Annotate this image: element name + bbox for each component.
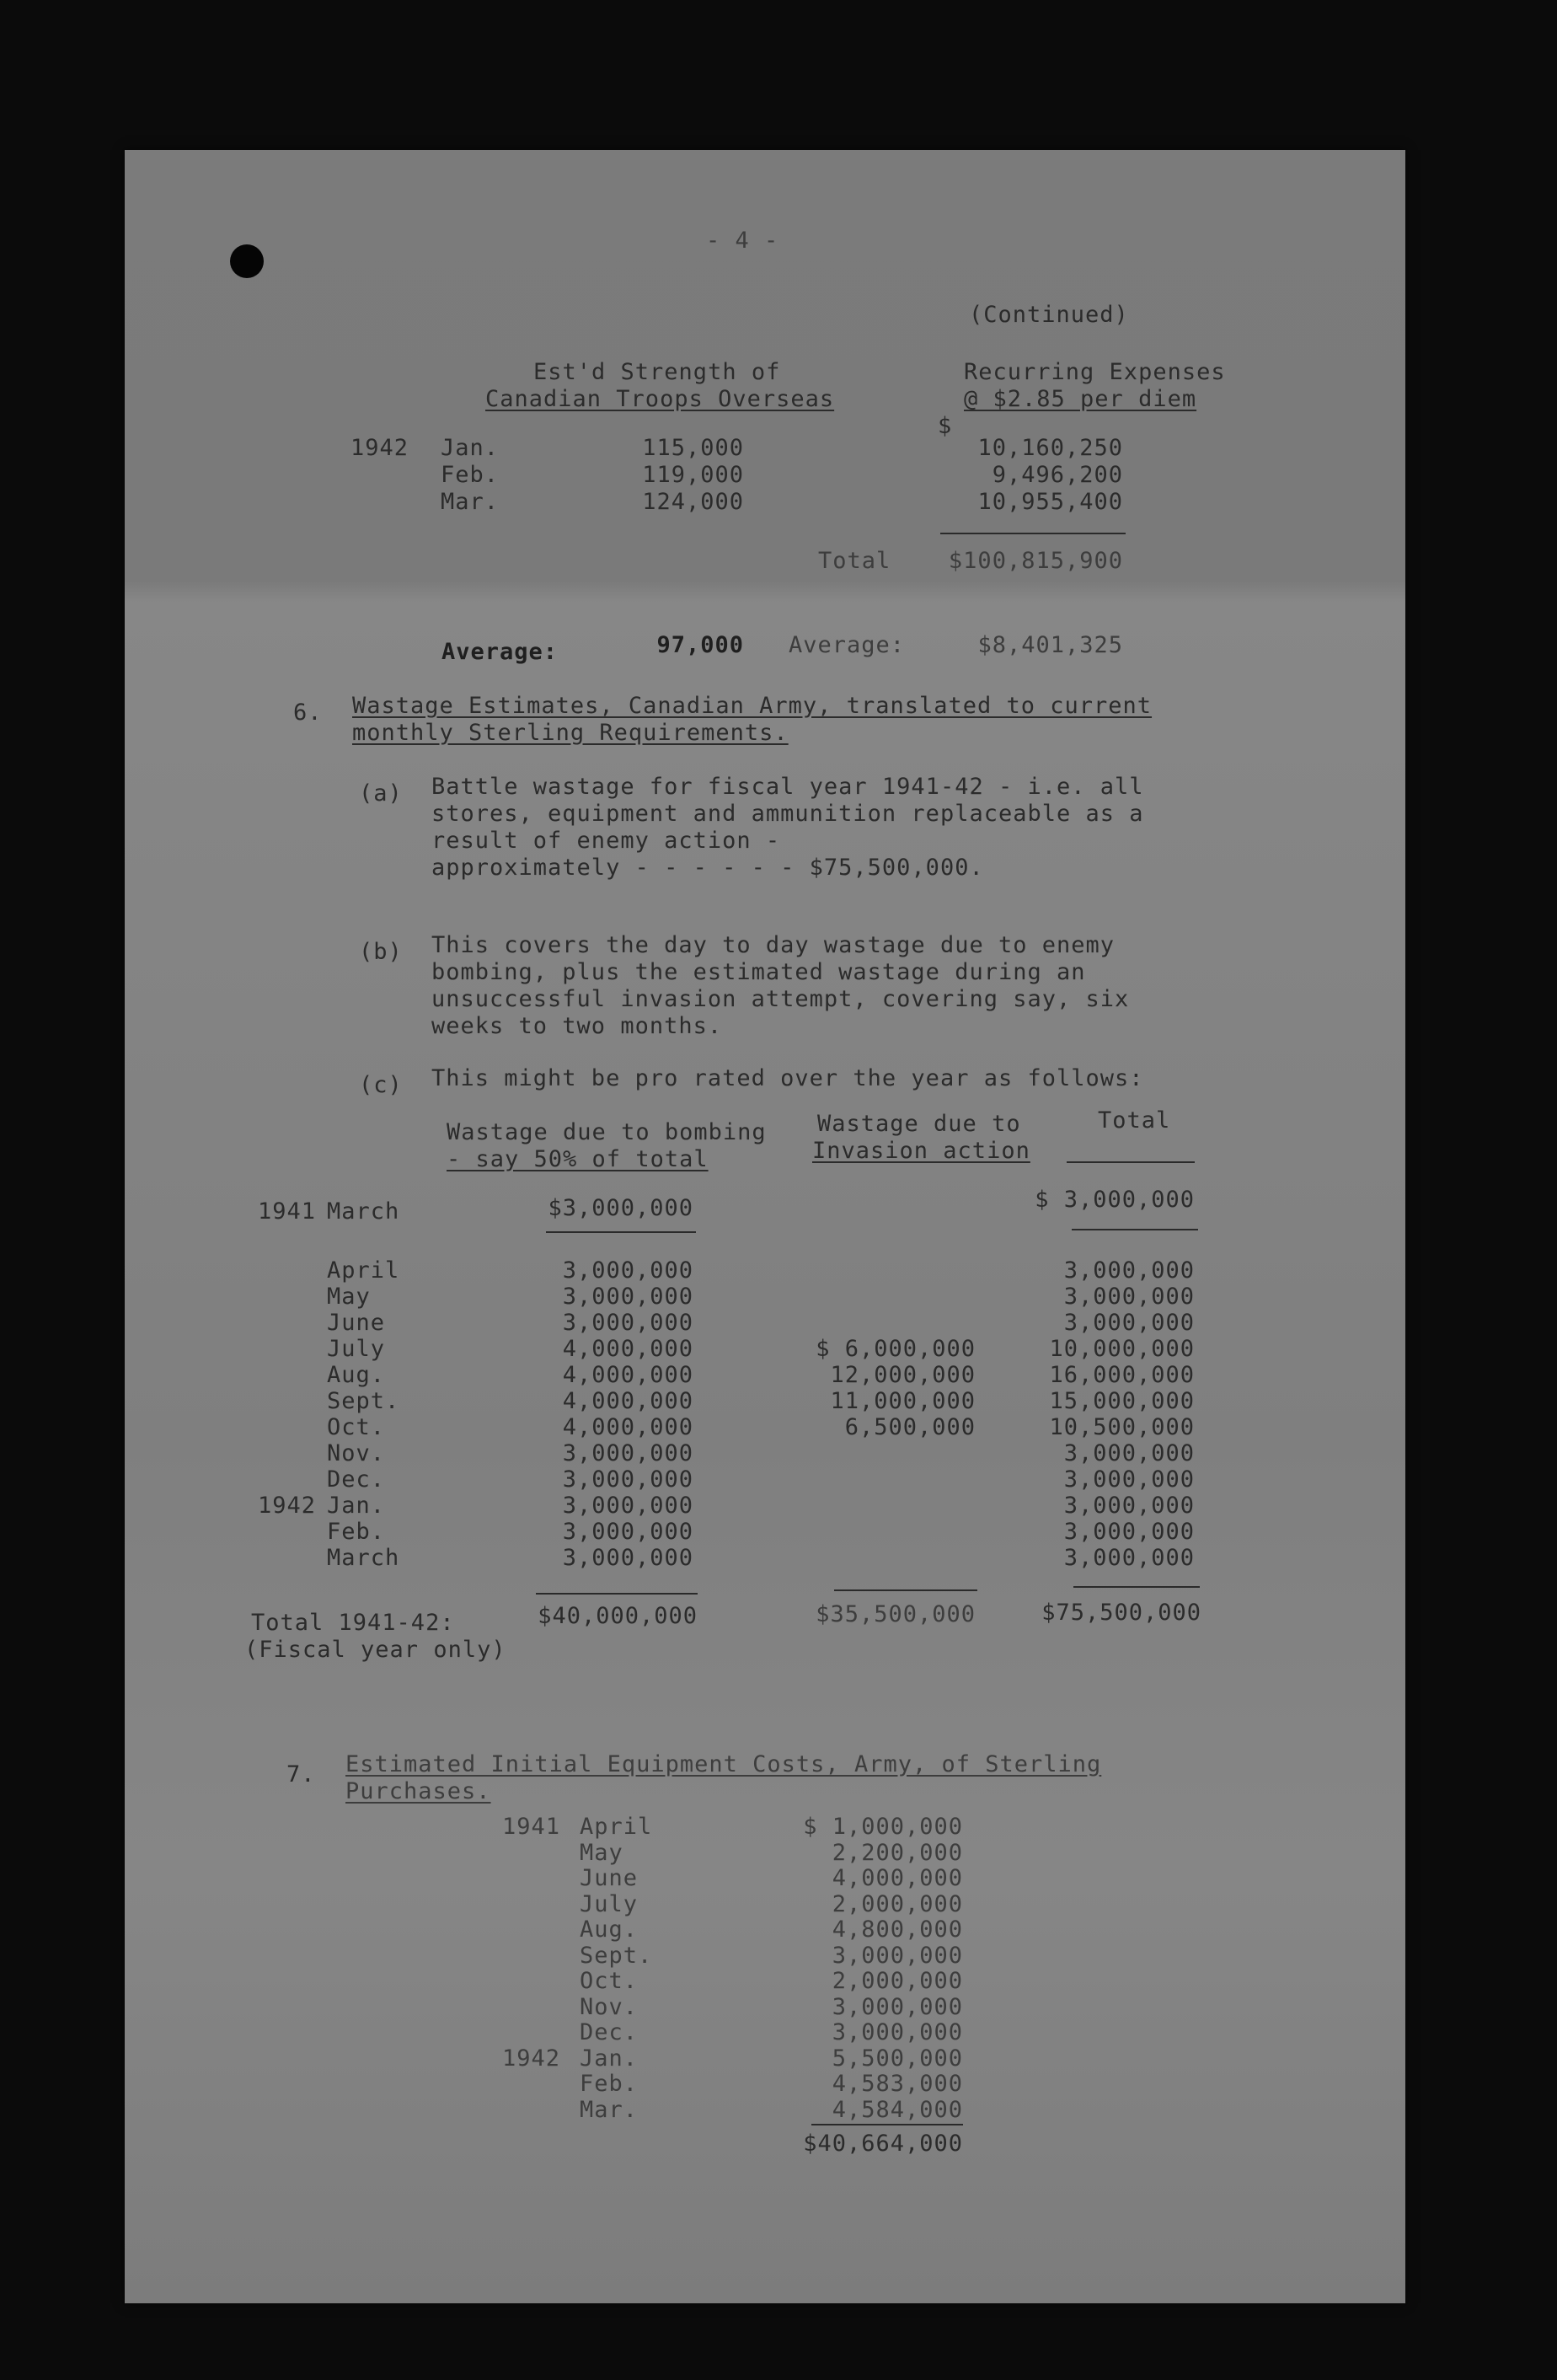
wastage-month: Oct. <box>327 1414 386 1440</box>
wastage-month: May <box>327 1284 371 1310</box>
wastage-bombing: 4,000,000 <box>562 1388 693 1414</box>
equipment-month: Nov. <box>580 1993 639 2020</box>
continued-label: (Continued) <box>969 302 1129 328</box>
total-rule <box>940 533 1126 534</box>
wastage-bombing: 3,000,000 <box>562 1545 693 1571</box>
dollar-sign: $ <box>938 413 953 439</box>
wastage-year: 1942 <box>258 1493 317 1519</box>
strength-value: 124,000 <box>642 489 744 515</box>
paragraph-b-line2: bombing, plus the estimated wastage during an <box>431 959 1086 985</box>
wastage-month: Feb. <box>327 1519 386 1545</box>
paragraph-b-line1: This covers the day to day wastage due to enemy <box>431 932 1116 958</box>
section7-number: 7. <box>286 1761 316 1788</box>
wastage-total-label-line1: Total 1941-42: <box>251 1610 455 1636</box>
wastage-total-bombing: $40,000,000 <box>538 1603 698 1629</box>
invasion-header-line1: Wastage due to <box>817 1111 1021 1137</box>
expense-value: 10,160,250 <box>977 435 1123 461</box>
equipment-value: 2,000,000 <box>832 1968 963 1994</box>
equipment-total: $40,664,000 <box>803 2131 963 2157</box>
strength-month: Jan. <box>441 435 500 461</box>
paragraph-b-line4: weeks to two months. <box>431 1013 723 1039</box>
strength-month: Mar. <box>441 489 500 515</box>
punch-hole <box>230 244 264 278</box>
wastage-bombing: 3,000,000 <box>562 1519 693 1545</box>
wastage-total: 3,000,000 <box>1063 1440 1195 1466</box>
wastage-invasion: 6,500,000 <box>844 1414 976 1440</box>
wastage-total: 15,000,000 <box>1049 1388 1195 1414</box>
wastage-march-bombing: $3,000,000 <box>548 1195 693 1221</box>
strength-value: 115,000 <box>642 435 744 461</box>
equipment-year: 1942 <box>502 2045 561 2072</box>
wastage-bombing: 3,000,000 <box>562 1440 693 1466</box>
section6-number: 6. <box>293 700 323 726</box>
wastage-total-total: $75,500,000 <box>1041 1600 1201 1626</box>
paragraph-a-label: (a) <box>359 780 403 807</box>
equipment-month: Sept. <box>580 1942 653 1969</box>
wastage-march-month: March <box>327 1198 400 1225</box>
equipment-month: Mar. <box>580 2096 639 2123</box>
invasion-header-line2: Invasion action <box>812 1138 1030 1164</box>
bombing-header-line2: - say 50% of total <box>447 1146 709 1172</box>
average-label-2: Average: <box>789 632 906 658</box>
wastage-total-invasion: $35,500,000 <box>816 1601 976 1627</box>
wastage-bombing: 3,000,000 <box>562 1284 693 1310</box>
equipment-month: June <box>580 1865 639 1891</box>
equipment-value: 3,000,000 <box>832 2019 963 2045</box>
wastage-invasion: 11,000,000 <box>830 1388 976 1414</box>
equipment-value: $ 1,000,000 <box>803 1814 963 1840</box>
section6-title-line2: monthly Sterling Requirements. <box>352 720 789 746</box>
equipment-total-rule <box>811 2124 963 2125</box>
wastage-bombing: 3,000,000 <box>562 1310 693 1336</box>
bombing-rule <box>546 1231 696 1233</box>
equipment-value: 4,583,000 <box>832 2071 963 2097</box>
wastage-total: 3,000,000 <box>1063 1493 1195 1519</box>
wastage-total: 3,000,000 <box>1063 1466 1195 1493</box>
wastage-total: 3,000,000 <box>1063 1257 1195 1284</box>
equipment-value: 5,500,000 <box>832 2045 963 2072</box>
equipment-value: 3,000,000 <box>832 1993 963 2020</box>
paragraph-a-line2: stores, equipment and ammunition replaceable as a <box>431 801 1144 827</box>
wastage-bombing: 3,000,000 <box>562 1257 693 1284</box>
wastage-bombing: 4,000,000 <box>562 1362 693 1388</box>
strength-value: 119,000 <box>642 462 744 488</box>
wastage-month: April <box>327 1257 400 1284</box>
paragraph-a-line1: Battle wastage for fiscal year 1941-42 - i.e. all <box>431 774 1144 800</box>
paragraph-c-text: This might be pro rated over the year as follows: <box>431 1065 1144 1091</box>
wastage-total: 3,000,000 <box>1063 1545 1195 1571</box>
section7-title-line2: Purchases. <box>345 1778 491 1804</box>
wastage-bombing: 4,000,000 <box>562 1414 693 1440</box>
wastage-bombing: 4,000,000 <box>562 1336 693 1362</box>
section6-title-line1: Wastage Estimates, Canadian Army, translated to current <box>352 693 1153 719</box>
strength-header-line1: Est'd Strength of <box>533 359 781 385</box>
wastage-total: 10,500,000 <box>1049 1414 1195 1440</box>
wastage-march-year: 1941 <box>258 1198 317 1225</box>
expense-value: 10,955,400 <box>977 489 1123 515</box>
expense-value: 9,496,200 <box>992 462 1123 488</box>
equipment-month: Aug. <box>580 1916 639 1943</box>
equipment-value: 2,200,000 <box>832 1839 963 1866</box>
equipment-month: Oct. <box>580 1968 639 1994</box>
wastage-total: 10,000,000 <box>1049 1336 1195 1362</box>
invasion-total-rule <box>834 1589 977 1591</box>
equipment-value: 4,000,000 <box>832 1865 963 1891</box>
strength-header-line2: Canadian Troops Overseas <box>485 386 835 412</box>
wastage-total: 3,000,000 <box>1063 1310 1195 1336</box>
total-header: Total <box>1098 1107 1171 1134</box>
wastage-total: 3,000,000 <box>1063 1284 1195 1310</box>
bombing-total-rule <box>536 1593 698 1595</box>
wastage-month: Sept. <box>327 1388 400 1414</box>
equipment-value: 4,800,000 <box>832 1916 963 1943</box>
wastage-month: March <box>327 1545 400 1571</box>
paragraph-a-line3: result of enemy action - <box>431 828 781 854</box>
average-strength: 97,000 <box>656 632 744 658</box>
equipment-month: Jan. <box>580 2045 639 2072</box>
equipment-value: 4,584,000 <box>832 2096 963 2123</box>
wastage-month: Nov. <box>327 1440 386 1466</box>
expense-header-line2: @ $2.85 per diem <box>964 386 1197 412</box>
wastage-month: Dec. <box>327 1466 386 1493</box>
equipment-month: Feb. <box>580 2071 639 2097</box>
equipment-month: April <box>580 1814 653 1840</box>
average-label: Average: <box>441 639 559 665</box>
total-value: $100,815,900 <box>948 548 1123 574</box>
document-page <box>125 150 1405 2303</box>
equipment-month: July <box>580 1890 639 1917</box>
wastage-month: July <box>327 1336 386 1362</box>
equipment-value: 3,000,000 <box>832 1942 963 1969</box>
equipment-month: May <box>580 1839 623 1866</box>
equipment-value: 2,000,000 <box>832 1890 963 1917</box>
wastage-invasion: 12,000,000 <box>830 1362 976 1388</box>
wastage-bombing: 3,000,000 <box>562 1466 693 1493</box>
paragraph-b-label: (b) <box>359 939 403 965</box>
wastage-bombing: 3,000,000 <box>562 1493 693 1519</box>
wastage-march-total: $ 3,000,000 <box>1035 1187 1195 1213</box>
bombing-header-line1: Wastage due to bombing <box>447 1119 767 1145</box>
total-header-rule <box>1067 1161 1195 1163</box>
paragraph-c-label: (c) <box>359 1072 403 1098</box>
strength-year: 1942 <box>350 435 409 461</box>
average-expense: $8,401,325 <box>977 632 1123 658</box>
page-number: - 4 - <box>706 228 779 254</box>
wastage-invasion: $ 6,000,000 <box>816 1336 976 1362</box>
wastage-total: 16,000,000 <box>1049 1362 1195 1388</box>
paragraph-a-line4: approximately - - - - - - $75,500,000. <box>431 855 984 881</box>
section7-title-line1: Estimated Initial Equipment Costs, Army, of Sterling <box>345 1751 1102 1777</box>
wastage-month: Aug. <box>327 1362 386 1388</box>
total-label: Total <box>818 548 891 574</box>
paragraph-b-line3: unsuccessful invasion attempt, covering say, six <box>431 986 1130 1012</box>
equipment-year: 1941 <box>502 1814 561 1840</box>
strength-month: Feb. <box>441 462 500 488</box>
expense-header-line1: Recurring Expenses <box>964 359 1226 385</box>
total-total-rule <box>1073 1586 1200 1588</box>
wastage-month: Jan. <box>327 1493 386 1519</box>
equipment-month: Dec. <box>580 2019 639 2045</box>
wastage-total: 3,000,000 <box>1063 1519 1195 1545</box>
wastage-total-label-line2: (Fiscal year only) <box>244 1637 506 1663</box>
total-rule-2 <box>1072 1229 1198 1230</box>
wastage-month: June <box>327 1310 386 1336</box>
